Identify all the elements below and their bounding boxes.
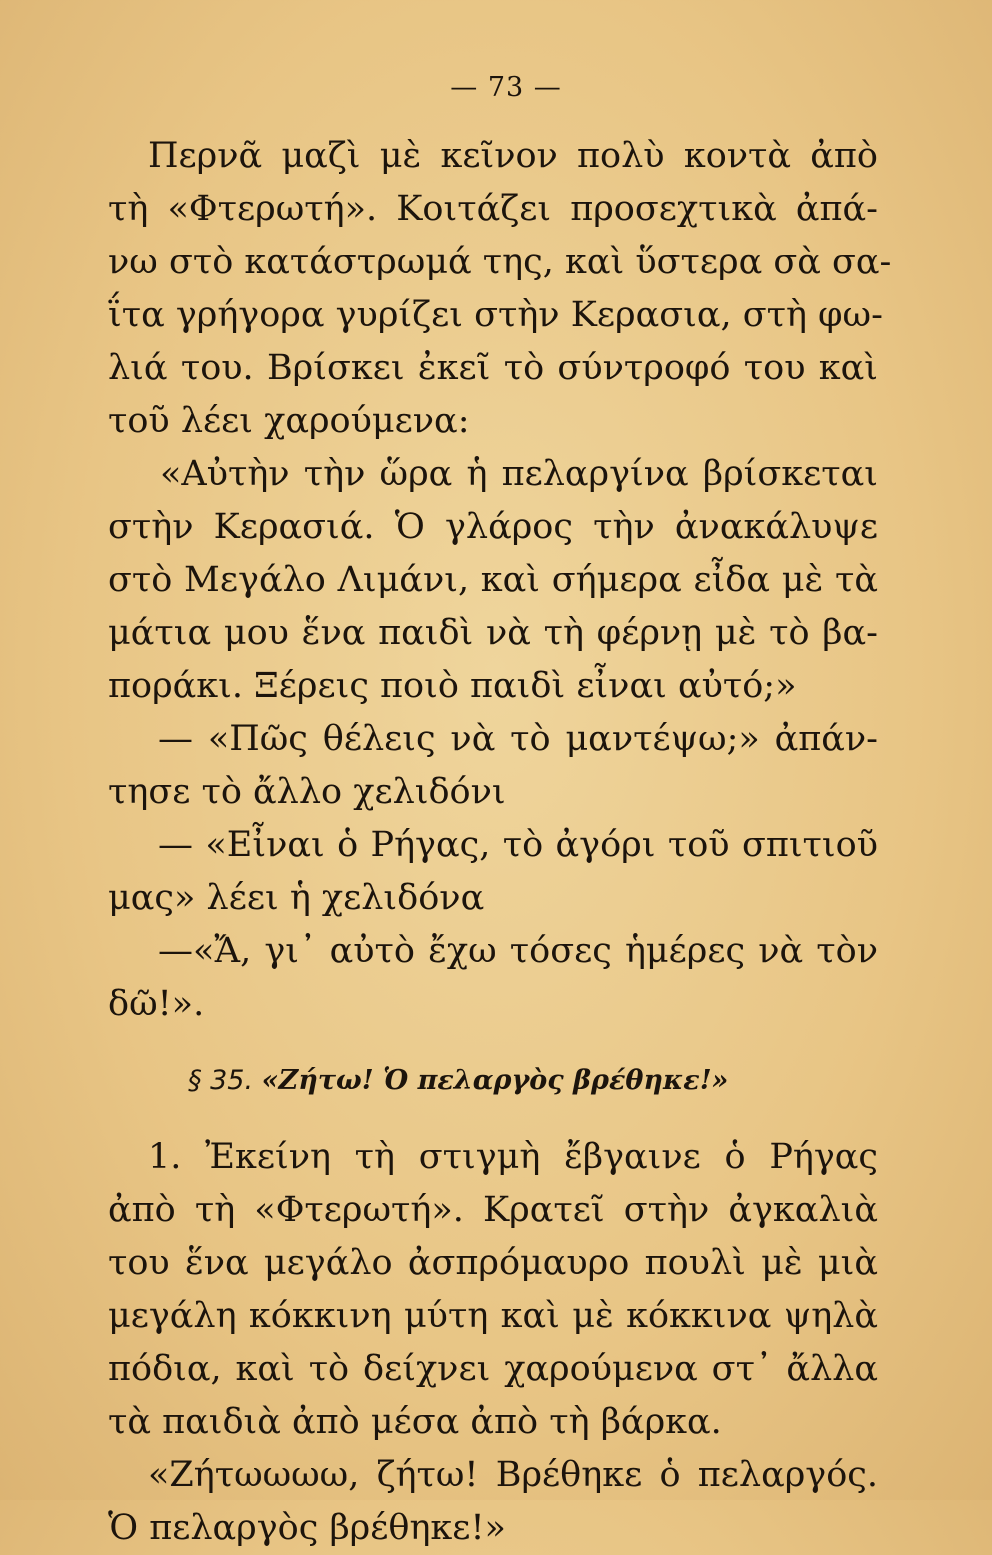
text-line: πόδια, καὶ τὸ δείχνει χαρούμενα στ᾽ ἄλλα (108, 1349, 878, 1389)
text-line: ΐτα γρήγορα γυρίζει στὴν Κερασια, στὴ φω- (108, 295, 883, 335)
text-line: ἀπὸ τὴ «Φτερωτή». Κρατεῖ στὴν ἀγκαλιὰ (108, 1190, 878, 1230)
body-text (108, 130, 892, 1555)
text-line: τὴ «Φτερωτή». Κοιτάζει προσεχτικὰ ἀπά- (108, 189, 878, 229)
text-line: λιά του. Βρίσκει ἐκεῖ τὸ σύντροφό του καὶ (108, 348, 878, 388)
text-line: ποράκι. Ξέρεις ποιὸ παιδὶ εἶναι αὐτό;» (108, 666, 797, 706)
text-line: τοῦ λέει χαρούμενα: (108, 401, 470, 441)
text-line: Περνᾶ μαζὶ μὲ κεῖνον πολὺ κοντὰ ἀπὸ (148, 136, 878, 176)
text-line: — «Πῶς θέλεις νὰ τὸ μαντέψω;» ἀπάν- (158, 719, 878, 759)
text-line: μεγάλη κόκκινη μύτη καὶ μὲ κόκκινα ψηλὰ (108, 1296, 878, 1336)
section-number: § 35. (188, 1065, 254, 1096)
text-line: Ὁ πελαργὸς βρέθηκε!» (108, 1508, 506, 1548)
text-line: δῶ!». (108, 984, 205, 1024)
text-line: «Ζήτωωωω, ζήτω! Βρέθηκε ὁ πελαργός. (148, 1455, 878, 1495)
section-title: «Ζήτω! Ὁ πελαργὸς βρέθηκε!» (261, 1065, 729, 1096)
text-line: στὸ Μεγάλο Λιμάνι, καὶ σήμερα εἶδα μὲ τὰ (108, 560, 878, 600)
text-line: 1. Ἐκείνη τὴ στιγμὴ ἔβγαινε ὁ Ρήγας (148, 1137, 878, 1177)
text-line: τησε τὸ ἄλλο χελιδόνι (108, 772, 506, 812)
text-line: τὰ παιδιὰ ἀπὸ μέσα ἀπὸ τὴ βάρκα. (108, 1402, 722, 1442)
text-line: νω στὸ κατάστρωμά της, καὶ ὕστερα σὰ σα- (108, 242, 892, 282)
text-line: μας» λέει ἡ χελιδόνα (108, 878, 485, 918)
section-heading (108, 1031, 878, 1131)
text-line: «Αὐτὴν τὴν ὥρα ἡ πελαργίνα βρίσκεται (160, 454, 878, 494)
text-line: μάτια μου ἕνα παιδὶ νὰ τὴ φέρνῃ μὲ τὸ βα- (108, 613, 878, 653)
text-line: του ἕνα μεγάλο ἀσπρόμαυρο πουλὶ μὲ μιὰ (108, 1243, 878, 1283)
page-number: — 73 — (450, 72, 562, 103)
text-line: στὴν Κερασιά. Ὁ γλάρος τὴν ἀνακάλυψε (108, 507, 878, 547)
text-line: —«Ἄ, γι᾽ αὐτὸ ἔχω τόσες ἡμέρες νὰ τὸν (158, 931, 878, 971)
text-line: — «Εἶναι ὁ Ρήγας, τὸ ἀγόρι τοῦ σπιτιοῦ (158, 825, 878, 865)
